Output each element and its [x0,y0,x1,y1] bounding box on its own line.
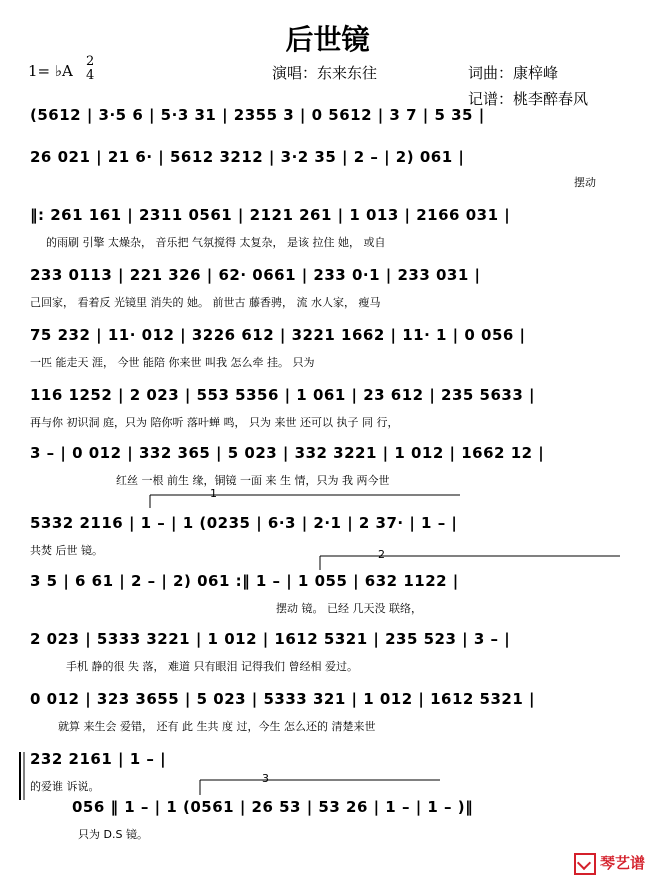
key-signature: 1= ♭A [28,62,73,80]
lyrics-row-4: 己回家， 看着反 光镜里 消失的 她。 前世古 藤香骋， 流 水人家， 瘦马 [30,296,381,309]
volta-label-3: 3 [262,772,269,785]
notation-row-11: 0 012 | 323 3655 | 5 023 | 5333 321 | 1 012 | 1612 5321 | [30,690,536,708]
notation-row-3: ‖: 261 161 | 2311 0561 | 2121 261 | 1 013 | 2166 031 | [30,206,511,224]
lyrics-row-9: 摆动 镜。 已经 几天没 联络， [276,602,422,615]
notation-row-9: 3 5 | 6 61 | 2 – | 2) 061 :‖ 1 – | 1 055 | 632 1122 | [30,572,459,590]
notation-row-12: 232 2161 | 1 – | [30,750,167,768]
brand-watermark [574,852,645,875]
song-title: 后世镜 [285,23,370,56]
lyrics-row-8: 共焚 后世 镜。 [30,544,103,557]
volta-label-1: 1 [210,487,217,500]
transcriber-credit: 记谱：桃李醉春风 [468,90,589,108]
notation-row-10: 2 023 | 5333 3221 | 1 012 | 1612 5321 | 235 523 | 3 – | [30,630,511,648]
lyrics-row-6: 再与你 初识洞 庭，只为 陪你听 落叶蝉 鸣， 只为 来世 还可以 执子 同 行， [30,416,399,429]
lyrics-row-10: 手机 静的很 失 落， 难道 只有眼泪 记得我们 曾经相 爱过。 [66,660,358,673]
composer-credit: 词曲：康梓峰 [468,64,559,82]
volta-label-2: 2 [378,548,385,561]
lyrics-row-7: 红丝 一根 前生 缘，铜镜 一面 来 生 情，只为 我 两今世 [116,474,390,487]
notation-row-5: 75 232 | 11· 012 | 3226 612 | 3221 1662 | 11· 1 | 0 056 | [30,326,526,344]
lyrics-row-5: 一匹 能走天 涯， 今世 能陪 你来世 叫我 怎么牵 挂。 只为 [30,356,315,369]
notation-row-6: 116 1252 | 2 023 | 553 5356 | 1 061 | 23 612 | 235 5633 | [30,386,536,404]
notation-row-13: 056 ‖ 1 – | 1 (0561 | 26 53 | 53 26 | 1 – | 1 – )‖ [72,798,474,816]
notation-row-2: 26 021 | 21 6· | 5612 3212 | 3·2 35 | 2 – | 2) 061 | [30,148,465,166]
time-signature-numerator: 2 [86,54,95,69]
brand-logo-icon [574,853,596,875]
brand-name: 琴艺谱 [599,854,645,872]
lyrics-row-12: 的爱谁 诉说。 [30,780,100,793]
notation-row-1: (5612 | 3·5 6 | 5·3 31 | 2355 3 | 0 5612 | 3 7 | 5 35 | [30,106,485,124]
lyrics-row-13: 只为 D.S 镜。 [78,828,148,841]
notation-row-8: 5332 2116 | 1 – | 1 (0235 | 6·3 | 2·1 | 2 37· | 1 – | [30,514,458,532]
notation-row-4: 233 0113 | 221 326 | 62· 0661 | 233 0·1 | 233 031 | [30,266,481,284]
notation-row-7: 3 – | 0 012 | 332 365 | 5 023 | 332 3221 | 1 012 | 1662 12 | [30,444,545,462]
lyrics-row-2: 摆动 [574,176,596,189]
singer-credit: 演唱：东来东往 [272,64,378,82]
lyrics-row-11: 就算 来生会 爱错， 还有 此 生共 度 过，今生 怎么还的 清楚来世 [58,720,376,733]
time-signature-denominator: 4 [86,68,95,83]
lyrics-row-3: 的雨刷 引擎 太燥杂， 音乐把 气氛搅得 太复杂， 是该 拉住 她， 或自 [46,236,386,249]
